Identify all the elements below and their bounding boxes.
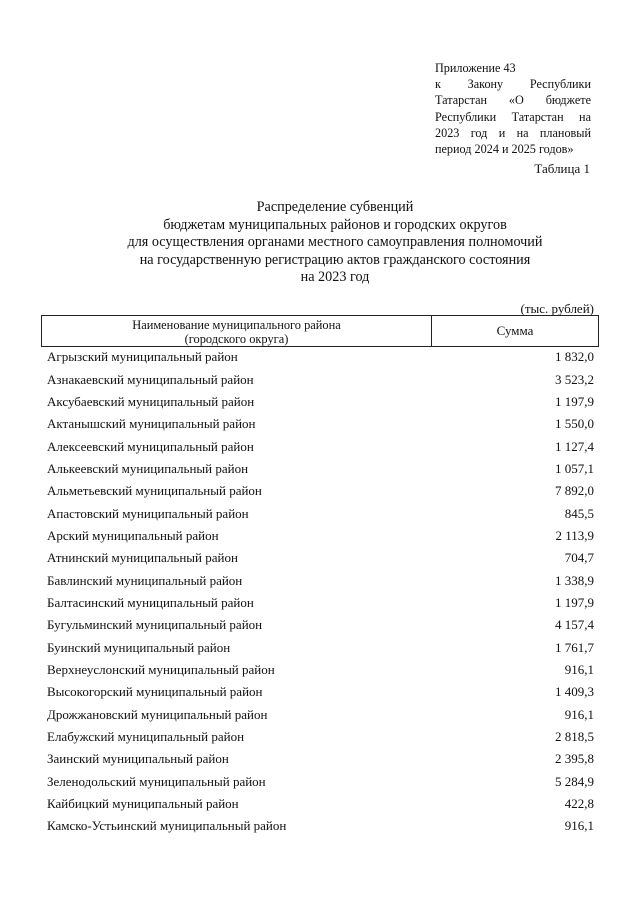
header-amount-column: Сумма (496, 323, 534, 338)
district-amount: 845,5 (564, 505, 594, 521)
district-name: Бавлинский муниципальный район (47, 572, 243, 588)
district-amount: 916,1 (564, 818, 594, 834)
document-title (40, 199, 630, 287)
table-row (47, 636, 594, 658)
district-name: Кайбицкий муниципальный район (47, 796, 239, 812)
district-amount: 916,1 (564, 661, 594, 677)
district-name: Дрожжановский муниципальный район (47, 706, 268, 722)
district-name: Аксубаевский муниципальный район (47, 393, 255, 409)
table-row (47, 435, 594, 457)
district-name: Атнинский муниципальный район (47, 550, 238, 566)
district-name: Заинский муниципальный район (47, 751, 229, 767)
appendix-reference (435, 60, 591, 157)
appendix-line: Республики Татарстан на (435, 109, 591, 124)
district-name: Альметьевский муниципальный район (47, 483, 262, 499)
table-row (47, 480, 594, 502)
district-amount: 704,7 (564, 550, 594, 566)
table-row (47, 704, 594, 726)
title-line: на 2023 год (300, 269, 370, 286)
table-row (47, 368, 594, 390)
district-name: Бугульминский муниципальный район (47, 617, 263, 633)
appendix-line: к Закону Республики (435, 77, 591, 92)
table-header (41, 315, 599, 347)
district-amount: 1 127,4 (555, 438, 594, 454)
district-amount: 4 157,4 (555, 617, 594, 633)
table-label: Таблица 1 (534, 161, 590, 176)
table-row (47, 346, 594, 368)
district-name: Азнакаевский муниципальный район (47, 371, 254, 387)
table-row (47, 815, 594, 837)
district-amount: 1 409,3 (555, 684, 594, 700)
table-row (47, 771, 594, 793)
district-amount: 1 761,7 (555, 639, 594, 655)
district-amount: 1 197,9 (555, 393, 594, 409)
title-line: на государственную регистрацию актов гражданского состояния (139, 251, 531, 268)
district-name: Камско-Устьинский муниципальный район (47, 818, 287, 834)
district-name: Арский муниципальный район (47, 527, 219, 543)
appendix-line: 2023 год и на плановый (435, 125, 591, 140)
district-amount: 2 395,8 (555, 751, 594, 767)
district-name: Апастовский муниципальный район (47, 505, 249, 521)
district-amount: 2 113,9 (555, 527, 594, 543)
table-row (47, 614, 594, 636)
district-amount: 5 284,9 (555, 773, 594, 789)
header-name-column (42, 316, 432, 346)
district-name: Высокогорский муниципальный район (47, 684, 263, 700)
table-body (47, 346, 594, 838)
appendix-line: Приложение 43 (435, 61, 516, 75)
district-name: Алькеевский муниципальный район (47, 460, 249, 476)
district-amount: 3 523,2 (555, 371, 594, 387)
table-row (47, 569, 594, 591)
table-row (47, 547, 594, 569)
district-amount: 1 197,9 (555, 594, 594, 610)
district-name: Зеленодольский муниципальный район (47, 773, 266, 789)
title-line: Распределение субвенций (256, 199, 414, 215)
appendix-line: период 2024 и 2025 годов» (435, 142, 574, 157)
district-amount: 7 892,0 (555, 483, 594, 499)
header-name-line: Наименование муниципального района (132, 318, 341, 332)
district-amount: 1 550,0 (555, 416, 594, 432)
table-row (47, 525, 594, 547)
header-name-line: (городского округа) (184, 332, 289, 346)
title-line: бюджетам муниципальных районов и городских округов (163, 216, 507, 233)
district-amount: 2 818,5 (555, 729, 594, 745)
district-amount: 916,1 (564, 706, 594, 722)
table-row (47, 793, 594, 815)
appendix-line: Татарстан «О бюджете (435, 93, 591, 108)
table-row (47, 502, 594, 524)
district-name: Алексеевский муниципальный район (47, 438, 254, 454)
district-name: Актанышский муниципальный район (47, 416, 256, 432)
district-amount: 1 338,9 (555, 572, 594, 588)
table-row (47, 748, 594, 770)
district-name: Балтасинский муниципальный район (47, 594, 254, 610)
table-row (47, 413, 594, 435)
table-row (47, 659, 594, 681)
district-amount: 1 832,0 (555, 349, 594, 365)
table-row (47, 592, 594, 614)
table-row (47, 726, 594, 748)
units-label: (тыс. рублей) (520, 301, 594, 316)
table-row (47, 391, 594, 413)
district-amount: 422,8 (564, 796, 594, 812)
district-name: Елабужский муниципальный район (47, 729, 245, 745)
district-amount: 1 057,1 (555, 460, 594, 476)
district-name: Буинский муниципальный район (47, 639, 231, 655)
district-name: Агрызский муниципальный район (47, 349, 238, 365)
district-name: Верхнеуслонский муниципальный район (47, 661, 275, 677)
table-row (47, 681, 594, 703)
title-line: для осуществления органами местного самоуправления полномочий (127, 234, 543, 251)
table-row (47, 458, 594, 480)
